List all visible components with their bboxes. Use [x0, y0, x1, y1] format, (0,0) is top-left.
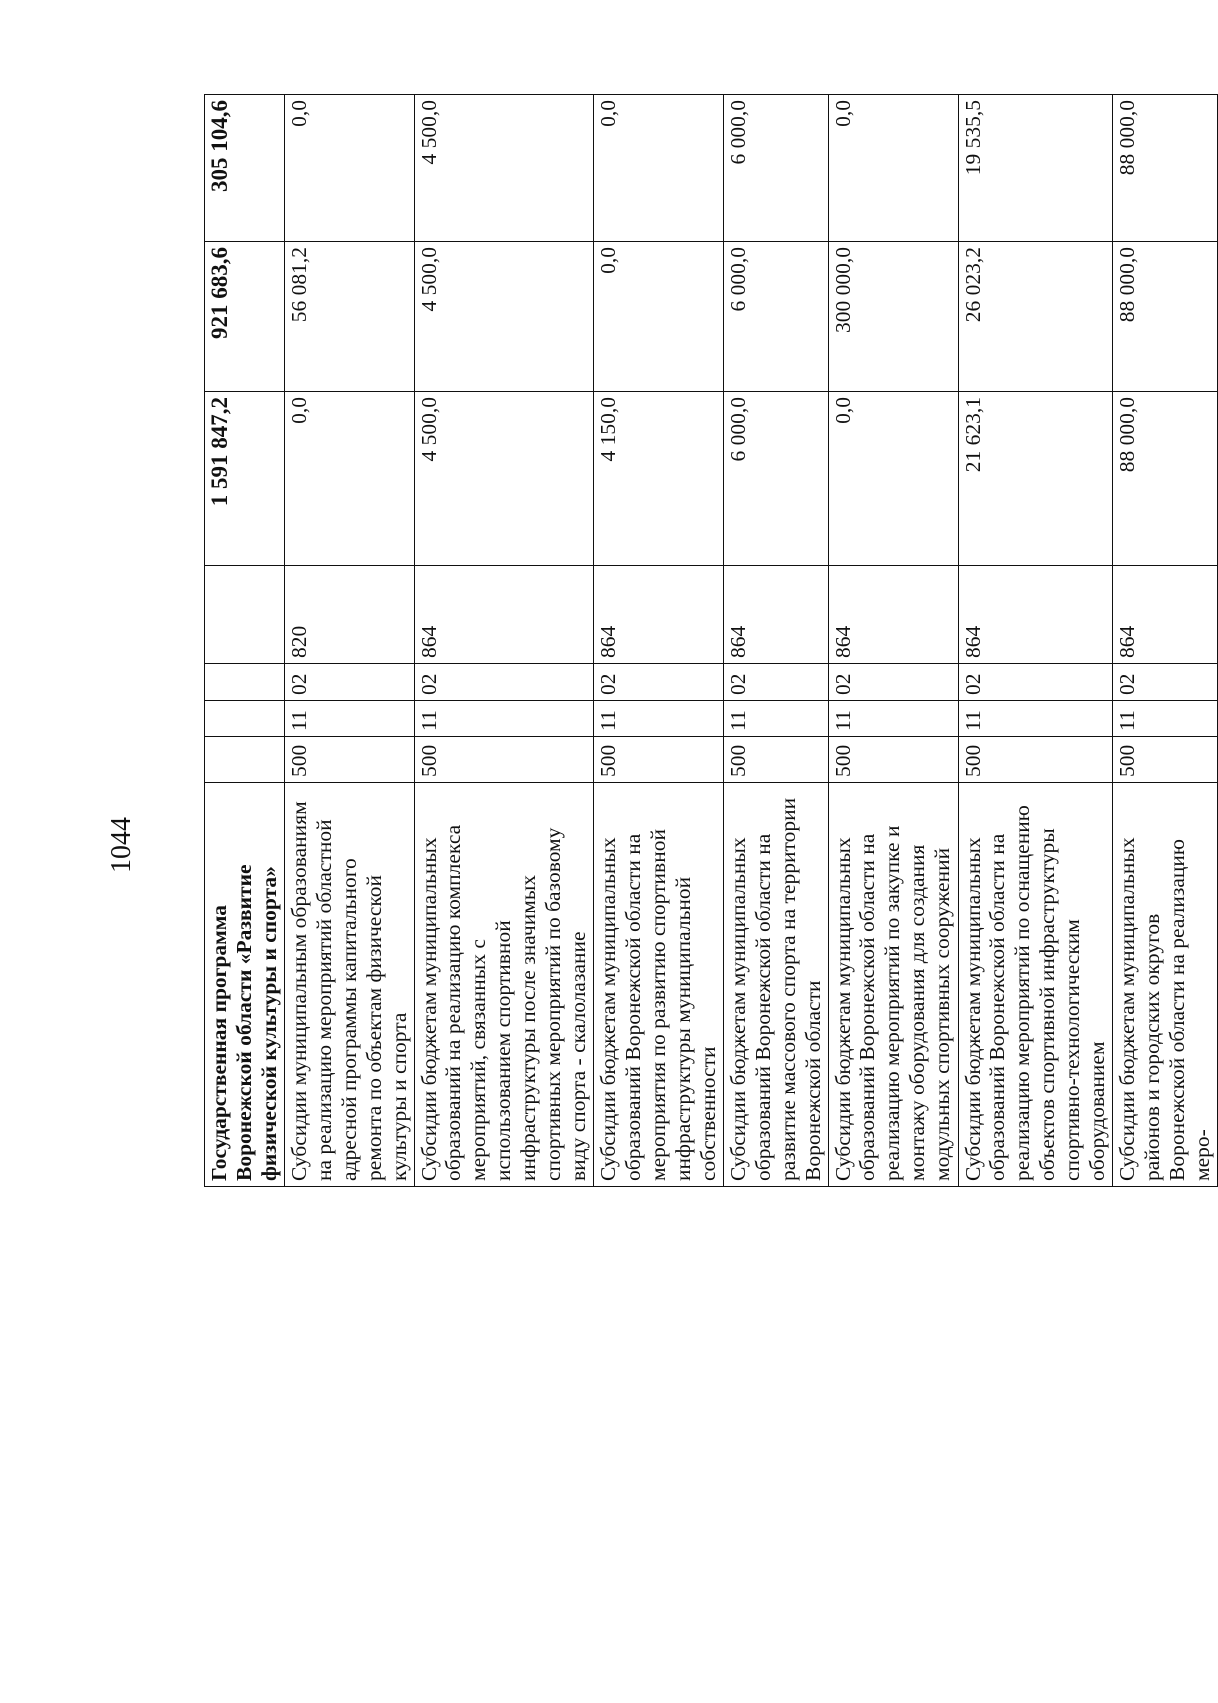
expense-type-code [205, 566, 285, 664]
table-row [828, 95, 958, 1187]
expense-type-code: 864 [828, 566, 958, 664]
row-name: Субсидии бюджетам муниципальных образований Воронежской области на реализацию мероприятий по закупке и монтажу оборудования для создания модульных спортивных сооружений [828, 783, 958, 1187]
amount-1: 4 500,0 [414, 392, 594, 566]
subsection-code: 02 [958, 664, 1113, 701]
row-name: Субсидии бюджетам муниципальных образований Воронежской области на развитие массового спорта на территории Воронежской области [723, 783, 828, 1187]
subsection-code: 02 [1113, 664, 1218, 701]
amount-3: 4 500,0 [414, 95, 594, 242]
amount-3: 0,0 [828, 95, 958, 242]
amount-2: 300 000,0 [828, 242, 958, 392]
amount-2: 0,0 [594, 242, 724, 392]
section-code: 11 [284, 701, 414, 737]
amount-3: 6 000,0 [723, 95, 828, 242]
amount-3: 88 000,0 [1113, 95, 1218, 242]
amount-1: 4 150,0 [594, 392, 724, 566]
subsection-code: 02 [414, 664, 594, 701]
amount-2: 56 081,2 [284, 242, 414, 392]
table-row [1113, 95, 1218, 1187]
amount-1: 88 000,0 [1113, 392, 1218, 566]
amount-1: 0,0 [284, 392, 414, 566]
expense-type-code: 864 [958, 566, 1113, 664]
program-name: Государственная программа Воронежской области «Развитие физической культуры и спорта» [205, 783, 285, 1187]
amount-1: 21 623,1 [958, 392, 1113, 566]
rotated-table-wrapper [204, 95, 1214, 1187]
section-code: 11 [414, 701, 594, 737]
row-name: Субсидии муниципальным образованиям на реализацию мероприятий областной адресной программы капитального ремонта по объектам физической культуры и спорта [284, 783, 414, 1187]
row-name: Субсидии бюджетам муниципальных образований Воронежской области на мероприятия по развитию спортивной инфраструктуры муниципальной собственности [594, 783, 724, 1187]
amount-1: 6 000,0 [723, 392, 828, 566]
amount-1: 0,0 [828, 392, 958, 566]
amount-3: 0,0 [594, 95, 724, 242]
amount-2: 6 000,0 [723, 242, 828, 392]
amount-2: 88 000,0 [1113, 242, 1218, 392]
subsection-code: 02 [723, 664, 828, 701]
expense-type-code: 864 [414, 566, 594, 664]
grbs-code: 500 [594, 737, 724, 783]
grbs-code: 500 [958, 737, 1113, 783]
budget-table-body [205, 95, 1218, 1187]
grbs-code: 500 [828, 737, 958, 783]
section-code: 11 [723, 701, 828, 737]
row-name: Субсидии бюджетам муниципальных районов и городских округов Воронежской области на реализацию меро- [1113, 783, 1218, 1187]
amount-2: 921 683,6 [205, 242, 285, 392]
table-row [414, 95, 594, 1187]
page-number: 1044 [106, 817, 137, 873]
amount-3: 0,0 [284, 95, 414, 242]
grbs-code: 500 [723, 737, 828, 783]
grbs-code: 500 [414, 737, 594, 783]
table-row [958, 95, 1113, 1187]
expense-type-code: 820 [284, 566, 414, 664]
subsection-code [205, 664, 285, 701]
amount-3: 305 104,6 [205, 95, 285, 242]
amount-2: 26 023,2 [958, 242, 1113, 392]
section-code [205, 701, 285, 737]
amount-2: 4 500,0 [414, 242, 594, 392]
section-code: 11 [594, 701, 724, 737]
section-code: 11 [828, 701, 958, 737]
table-row [723, 95, 828, 1187]
subsection-code: 02 [284, 664, 414, 701]
table-row [284, 95, 414, 1187]
expense-type-code: 864 [1113, 566, 1218, 664]
grbs-code: 500 [1113, 737, 1218, 783]
grbs-code [205, 737, 285, 783]
row-name: Субсидии бюджетам муниципальных образований на реализацию комплекса мероприятий, связанных с использованием спортивной инфраструктуры после значимых спортивных мероприятий по базовому виду спорта - скалолазание [414, 783, 594, 1187]
subsection-code: 02 [594, 664, 724, 701]
section-code: 11 [958, 701, 1113, 737]
row-name: Субсидии бюджетам муниципальных образований Воронежской области на реализацию мероприятий по оснащению объектов спортивной инфраструктуры спортивно-технологическим оборудованием [958, 783, 1113, 1187]
amount-3: 19 535,5 [958, 95, 1113, 242]
subsection-code: 02 [828, 664, 958, 701]
expense-type-code: 864 [594, 566, 724, 664]
expense-type-code: 864 [723, 566, 828, 664]
program-row [205, 95, 285, 1187]
grbs-code: 500 [284, 737, 414, 783]
amount-1: 1 591 847,2 [205, 392, 285, 566]
budget-table [204, 94, 1218, 1187]
section-code: 11 [1113, 701, 1218, 737]
table-row [594, 95, 724, 1187]
